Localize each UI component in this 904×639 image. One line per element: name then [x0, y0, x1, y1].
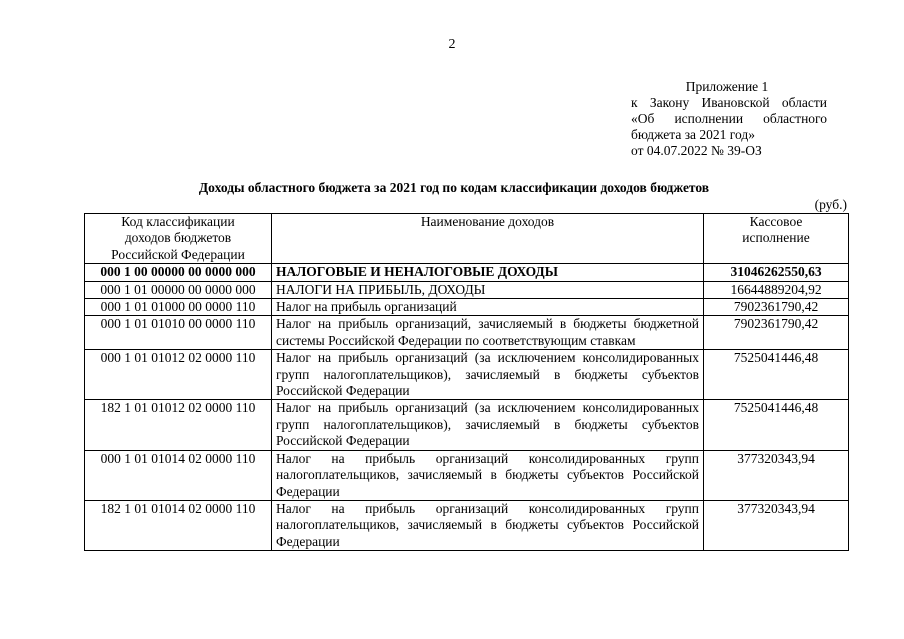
appendix-law-name-1: «Об исполнении областного — [631, 111, 827, 126]
row-code: 000 1 01 01010 00 0000 110 — [85, 316, 272, 350]
row-code: 000 1 01 01000 00 0000 110 — [85, 299, 272, 316]
units-label: (руб.) — [814, 197, 847, 212]
header-sum-line-2: исполнение — [742, 230, 810, 246]
header-code-line-1: Код классификации — [121, 214, 235, 229]
header-code — [85, 214, 272, 264]
row-name: Налог на прибыль организаций (за исключением консолидированных групп налогоплательщиков), зачисляемый в бюджеты субъектов Российской Федерации — [272, 400, 704, 450]
table-row — [85, 299, 849, 316]
row-sum: 7902361790,42 — [704, 299, 849, 316]
row-sum: 7525041446,48 — [704, 350, 849, 400]
row-sum: 7525041446,48 — [704, 400, 849, 450]
row-name: НАЛОГОВЫЕ И НЕНАЛОГОВЫЕ ДОХОДЫ — [272, 264, 704, 281]
table-row — [85, 264, 849, 281]
table-row — [85, 400, 849, 450]
row-name: Налог на прибыль организаций, зачисляемый в бюджеты бюджетной системы Российской Федерации по соответствующим ставкам — [272, 316, 704, 350]
row-sum: 31046262550,63 — [704, 264, 849, 281]
appendix-law-ref: к Закону Ивановской области — [631, 95, 827, 110]
row-sum: 16644889204,92 — [704, 281, 849, 298]
row-name: Налог на прибыль организаций консолидированных групп налогоплательщиков, зачисляемый в бюджеты субъектов Российской Федерации — [272, 450, 704, 500]
header-name: Наименование доходов — [272, 214, 704, 264]
income-table — [84, 213, 849, 551]
appendix-title: Приложение 1 — [685, 79, 769, 94]
document-title: Доходы областного бюджета за 2021 год по кодам классификации доходов бюджетов — [198, 180, 710, 195]
appendix-law-name-2: бюджета за 2021 год» — [631, 127, 755, 142]
row-sum: 377320343,94 — [704, 500, 849, 550]
row-code: 000 1 01 00000 00 0000 000 — [85, 281, 272, 298]
header-code-line-3: Российской Федерации — [111, 246, 245, 262]
header-code-line-2: доходов бюджетов — [124, 230, 232, 246]
row-code: 182 1 01 01014 02 0000 110 — [85, 500, 272, 550]
appendix-law-date: от 04.07.2022 № 39-ОЗ — [631, 143, 762, 158]
row-sum: 7902361790,42 — [704, 316, 849, 350]
header-sum — [704, 214, 849, 264]
row-name: Налог на прибыль организаций — [272, 299, 704, 316]
header-sum-line-1: Кассовое — [749, 214, 803, 229]
table-row — [85, 500, 849, 550]
row-code: 000 1 00 00000 00 0000 000 — [85, 264, 272, 281]
page-number: 2 — [448, 37, 456, 52]
appendix-block — [631, 79, 831, 159]
table-row — [85, 281, 849, 298]
row-name: Налог на прибыль организаций консолидированных групп налогоплательщиков, зачисляемый в бюджеты субъектов Российской Федерации — [272, 500, 704, 550]
row-name: Налог на прибыль организаций (за исключением консолидированных групп налогоплательщиков), зачисляемый в бюджеты субъектов Российской Федерации — [272, 350, 704, 400]
row-code: 000 1 01 01012 02 0000 110 — [85, 350, 272, 400]
table-header-row — [85, 214, 849, 264]
row-sum: 377320343,94 — [704, 450, 849, 500]
table-row — [85, 316, 849, 350]
row-code: 182 1 01 01012 02 0000 110 — [85, 400, 272, 450]
row-name: НАЛОГИ НА ПРИБЫЛЬ, ДОХОДЫ — [272, 281, 704, 298]
table-row — [85, 450, 849, 500]
table-row — [85, 350, 849, 400]
row-code: 000 1 01 01014 02 0000 110 — [85, 450, 272, 500]
